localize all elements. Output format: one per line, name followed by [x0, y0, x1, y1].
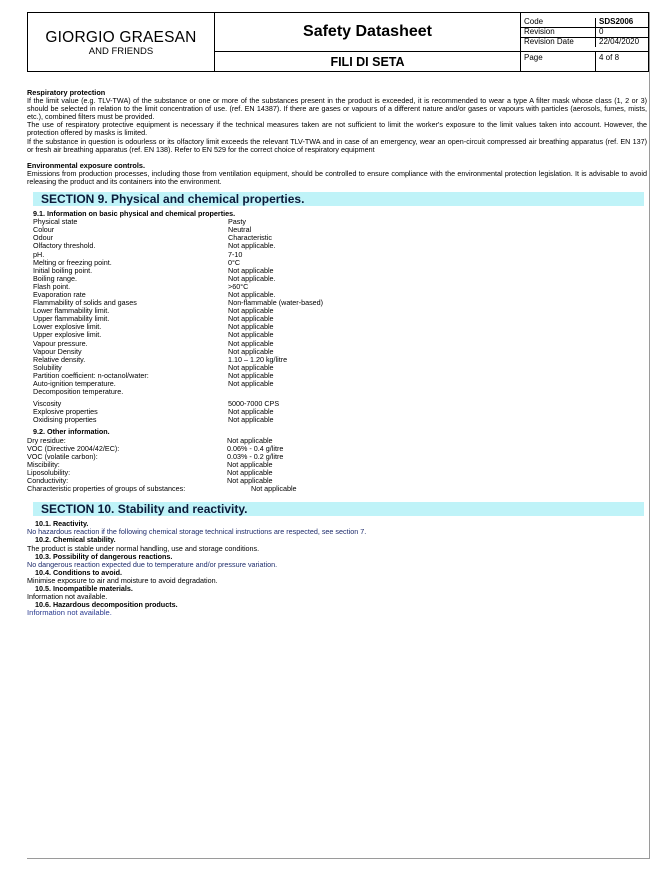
property-name: Decomposition temperature. — [33, 387, 124, 397]
subsection-10-2-text: The product is stable under normal handling, use and storage conditions. — [27, 543, 260, 553]
document-page — [27, 12, 650, 859]
code-label: Code — [521, 18, 596, 28]
property-value: 1.10 – 1.20 kg/litre — [228, 354, 288, 364]
property-value: Not applicable — [227, 459, 273, 469]
property-value: 0°C — [228, 257, 241, 267]
property-value: Not applicable — [228, 346, 274, 356]
section-9-1 — [33, 210, 647, 437]
property-row — [33, 226, 647, 234]
property-row — [33, 340, 647, 348]
environmental-para: Emissions from production processes, including those from ventilation equipment, should be controlled to ensure compliance with the environmental protection legislation. It is advisable to avoid releasing the product and its containers into the environment. — [27, 168, 647, 186]
property-row — [33, 307, 647, 315]
property-name: Miscibility: — [27, 459, 60, 469]
property-name: Vapour Density — [33, 346, 82, 356]
property-name: Upper explosive limit. — [33, 330, 102, 340]
property-value: Not applicable — [228, 306, 274, 316]
revision-date-label: Revision Date — [521, 37, 596, 47]
property-name: Flash point. — [33, 281, 71, 291]
property-name: VOC (Directive 2004/42/EC): — [27, 443, 120, 453]
property-name: Physical state — [33, 217, 78, 227]
property-row — [33, 242, 647, 250]
property-name: Viscosity — [33, 399, 62, 409]
property-row — [33, 267, 647, 275]
property-row — [27, 453, 647, 461]
revision-value: 0 — [596, 27, 649, 37]
environmental-heading: Environmental exposure controls. — [27, 160, 145, 170]
page-meta-cell — [521, 52, 649, 72]
property-row — [33, 218, 647, 226]
product-name: FILI DI SETA — [215, 52, 521, 72]
subsection-9-2-heading: 9.2. Other information. — [33, 427, 110, 437]
property-value: Characteristic — [228, 233, 272, 243]
property-value: Not applicable — [228, 362, 274, 372]
property-value: Not applicable. — [228, 273, 276, 283]
property-row — [33, 356, 647, 364]
property-name: Upper flammability limit. — [33, 314, 110, 324]
subsection-10-2-heading: 10.2. Chemical stability. — [35, 535, 116, 545]
property-name: Conductivity: — [27, 476, 69, 486]
property-row — [27, 469, 647, 477]
section-10 — [27, 520, 647, 617]
property-value: Not applicable — [228, 379, 274, 388]
property-row — [33, 299, 647, 307]
property-name: Initial boiling point. — [33, 265, 93, 275]
property-row — [33, 388, 647, 396]
property-name: Melting or freezing point. — [33, 257, 112, 267]
subsection-10-6-heading: 10.6. Hazardous decomposition products. — [35, 600, 178, 610]
company-cell — [28, 13, 215, 72]
property-value: Not applicable — [227, 476, 273, 486]
property-row — [33, 259, 647, 267]
property-value: 7-10 — [228, 249, 243, 259]
property-value: >60°C — [228, 281, 249, 291]
property-row — [33, 315, 647, 323]
respiratory-para-3: If the substance in question is odourless or its olfactory limit exceeds the relevant TLV-TWA and in case of an emergency, wear an open-circuit compressed air breathing apparatus (ref. EN 137) or fresh air breathing apparatus (ref. EN 138). Refer to EN 529 for the correct choice of respiratory equipment — [27, 136, 647, 154]
doc-title: Safety Datasheet — [215, 13, 521, 52]
property-value: 5000-7000 CPS — [228, 399, 280, 409]
properties-list-2 — [33, 400, 647, 424]
property-row — [27, 461, 647, 469]
other-information-list — [27, 437, 647, 486]
section-9-title: SECTION 9. Physical and chemical properties. — [33, 192, 644, 206]
property-row — [33, 348, 647, 356]
property-value: Not applicable — [228, 407, 274, 417]
code-value: SDS2006 — [596, 18, 649, 28]
groups-value: Not applicable — [251, 484, 297, 494]
property-name: Odour — [33, 233, 53, 243]
groups-label: Characteristic properties of groups of substances: — [27, 484, 186, 494]
subsection-9-1-heading: 9.1. Information on basic physical and chemical properties. — [33, 209, 236, 219]
respiratory-para-2: The use of respiratory protective equipment is necessary if the technical measures taken are not sufficient to limit the worker's exposure to the limit values taken into account. However, the protection offered by masks is limited. — [27, 120, 647, 138]
groups-row — [27, 485, 647, 493]
property-name: Lower flammability limit. — [33, 306, 110, 316]
property-name: Flammability of solids and gases — [33, 298, 137, 308]
property-value: Neutral — [228, 225, 252, 235]
property-value: Not applicable — [227, 435, 273, 445]
property-name: Boiling range. — [33, 273, 77, 283]
company-name: GIORGIO GRAESAN — [45, 28, 197, 46]
property-row — [33, 408, 647, 416]
property-name: Olfactory threshold. — [33, 241, 96, 251]
property-value: Pasty — [228, 217, 246, 227]
property-row — [33, 251, 647, 259]
revision-label: Revision — [521, 27, 596, 37]
property-row — [33, 234, 647, 242]
property-row — [33, 400, 647, 408]
property-value: Not applicable — [228, 265, 274, 275]
property-row — [33, 372, 647, 380]
property-name: Dry residue: — [27, 435, 66, 445]
property-value — [228, 388, 647, 396]
property-value: 0.06% - 0.4 g/litre — [227, 443, 284, 453]
property-name: pH. — [33, 249, 45, 259]
document-body — [27, 89, 647, 617]
section-10-title: SECTION 10. Stability and reactivity. — [33, 502, 644, 516]
subsection-10-4-text: Minimise exposure to air and moisture to avoid degradation. — [27, 575, 218, 585]
doc-meta-cell — [521, 13, 649, 52]
property-row — [27, 445, 647, 453]
property-value: Not applicable — [228, 322, 274, 332]
property-value: Non-flammable (water-based) — [228, 298, 324, 308]
property-row — [33, 416, 647, 424]
property-value: Not applicable — [228, 338, 274, 348]
respiratory-heading: Respiratory protection — [27, 88, 106, 97]
page-label: Page — [521, 52, 596, 71]
subsection-10-1-heading: 10.1. Reactivity. — [35, 519, 89, 529]
revision-date-value: 22/04/2020 — [599, 36, 640, 46]
subsection-10-6-text: Information not available. — [27, 608, 112, 618]
property-value: Not applicable — [227, 467, 273, 477]
property-row — [33, 283, 647, 291]
property-value: 0.03% - 0.2 g/litre — [227, 451, 284, 461]
subsection-10-3-heading: 10.3. Possibility of dangerous reactions. — [35, 551, 173, 561]
property-value: Not applicable — [228, 415, 274, 425]
property-name: Colour — [33, 225, 55, 235]
subsection-10-4-heading: 10.4. Conditions to avoid. — [35, 567, 123, 577]
subsection-10-5-heading: 10.5. Incompatible materials. — [35, 583, 133, 593]
subsection-10-1-text: No hazardous reaction if the following chemical storage technical instructions are respected, see section 7. — [27, 527, 367, 537]
property-name: Lower explosive limit. — [33, 322, 102, 332]
property-name: Relative density. — [33, 354, 86, 364]
subsection-10-5-text: Information not available. — [27, 592, 108, 602]
property-value: Not applicable. — [228, 289, 276, 299]
property-row — [33, 331, 647, 339]
property-value: Not applicable — [228, 330, 274, 340]
other-information — [27, 437, 647, 494]
property-row — [27, 437, 647, 445]
property-value: Not applicable — [228, 370, 274, 380]
property-name: Evaporation rate — [33, 289, 86, 299]
property-name: Oxidising properties — [33, 415, 97, 425]
property-name: Explosive properties — [33, 407, 98, 417]
property-name: Liposolubility: — [27, 467, 71, 477]
property-name: Solubility — [33, 362, 62, 372]
property-name: Auto-ignition temperature. — [33, 379, 116, 388]
properties-list — [33, 218, 647, 396]
page-number: 4 of 8 — [599, 53, 620, 62]
property-value: Not applicable — [228, 314, 274, 324]
property-name: Vapour pressure. — [33, 338, 88, 348]
property-row — [33, 275, 647, 283]
property-value: Not applicable. — [228, 241, 276, 251]
document-header — [27, 12, 649, 72]
company-subtitle: AND FRIENDS — [88, 45, 154, 57]
subsection-10-3-text: No dangerous reaction expected due to temperature and/or pressure variation. — [27, 559, 278, 569]
property-name: VOC (volatile carbon): — [27, 451, 98, 461]
property-row — [33, 380, 647, 388]
respiratory-para-1: If the limit value (e.g. TLV-TWA) of the substance or one or more of the substances present in the product is exceeded, it is recommended to wear a type A filter mask whose class (1, 2 or 3) should be selected in relation to the limit concentration of use. (ref. EN 14387). If there are gases or vapours of a different nature and/or gases or vapours with particles (aerosols, fumes, mists, etc.), combined filters must be provided. — [27, 96, 647, 122]
property-row — [33, 323, 647, 331]
property-name: Partition coefficient: n-octanol/water: — [33, 370, 149, 380]
